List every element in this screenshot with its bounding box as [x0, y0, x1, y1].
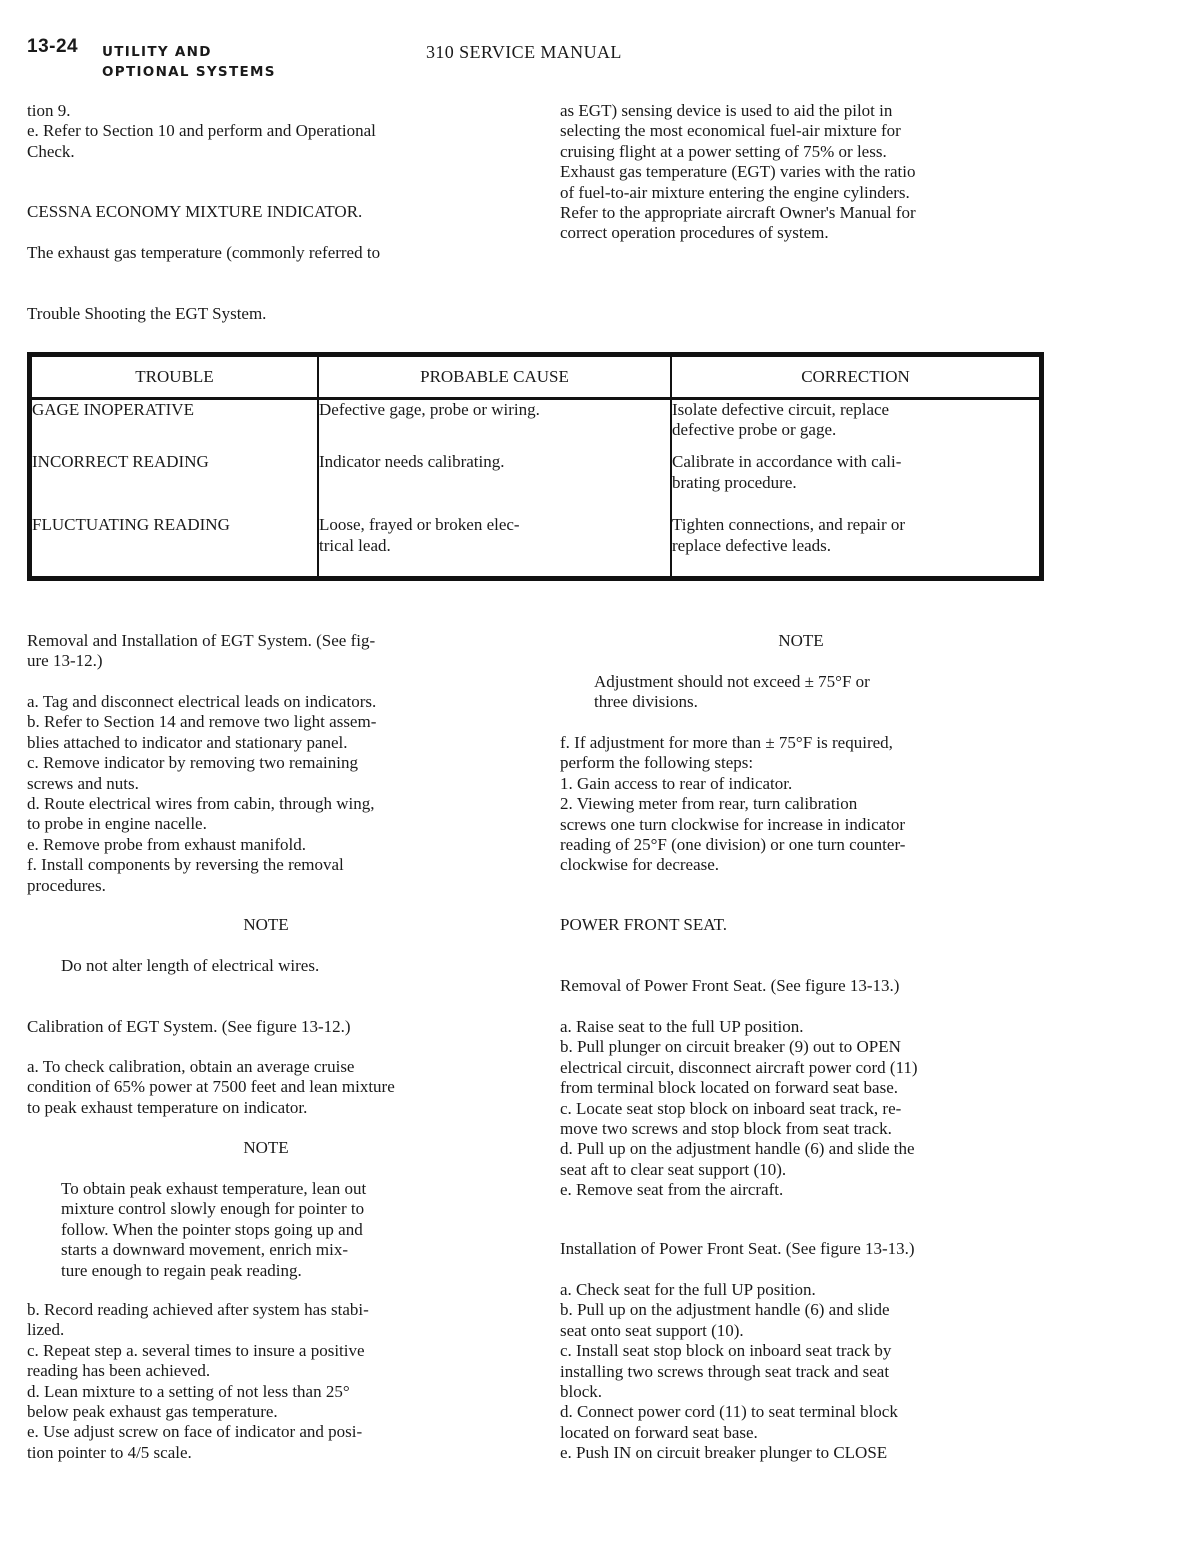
trouble-shooting-table [27, 352, 1044, 581]
correction-line: replace defective leads. [672, 535, 832, 555]
text-line: correct operation procedures of system. [560, 223, 829, 243]
step-line: screws one turn clockwise for increase in indicator [560, 814, 906, 834]
correction-cell [671, 398, 1042, 452]
note-label: NOTE [778, 631, 824, 650]
table-row [30, 515, 1042, 578]
power-seat-install-steps [560, 1280, 898, 1464]
note-line: follow. When the pointer stops going up and [61, 1219, 363, 1239]
step-line: move two screws and stop block from seat track. [560, 1119, 892, 1139]
note-text: Do not alter length of electrical wires. [61, 956, 320, 975]
cause-cell [318, 398, 671, 452]
text-line: Exhaust gas temperature (EGT) varies with the ratio [560, 162, 916, 182]
text-line: Removal and Installation of EGT System. (See fig- [27, 631, 376, 650]
section-title-line: OPTIONAL SYSTEMS [102, 64, 276, 80]
note-label: NOTE [243, 915, 289, 934]
calibration-note-text [61, 1179, 366, 1281]
step-line: c. Install seat stop block on inboard seat track by [560, 1341, 892, 1361]
step-line: seat onto seat support (10). [560, 1320, 744, 1340]
note-line: To obtain peak exhaust temperature, lean out [61, 1179, 367, 1198]
step-line: e. Push IN on circuit breaker plunger to CLOSE [560, 1443, 888, 1463]
top-right-text [560, 101, 916, 244]
text-line: of fuel-to-air mixture entering the engine cylinders. [560, 182, 910, 202]
table-row [30, 398, 1042, 452]
step-line: reading has been achieved. [27, 1361, 211, 1381]
cause-line: Indicator needs calibrating. [319, 452, 505, 472]
step-line: below peak exhaust gas temperature. [27, 1402, 278, 1422]
step-line: e. Remove seat from the aircraft. [560, 1180, 784, 1200]
trouble-cell: FLUCTUATING READING [30, 515, 319, 578]
text-line: tion 9. [27, 101, 71, 120]
top-left-text [27, 101, 376, 162]
step-line: seat aft to clear seat support (10). [560, 1159, 787, 1179]
note-label: NOTE [243, 1138, 289, 1157]
text-line: selecting the most economical fuel-air mixture for [560, 121, 901, 141]
text-line: e. Refer to Section 10 and perform and Operational [27, 121, 376, 141]
step-line: d. Route electrical wires from cabin, through wing, [27, 794, 375, 814]
step-line: procedures. [27, 875, 106, 895]
table-header-row [30, 355, 1042, 399]
step-line: screws and nuts. [27, 773, 139, 793]
step-line: d. Pull up on the adjustment handle (6) and slide the [560, 1139, 915, 1159]
step-line: c. Remove indicator by removing two remaining [27, 753, 358, 773]
egt-heading: CESSNA ECONOMY MIXTURE INDICATOR. [27, 202, 363, 221]
correction-line: Isolate defective circuit, replace [672, 399, 890, 419]
cause-cell [318, 515, 671, 578]
removal-egt-title [27, 631, 375, 672]
cause-line: trical lead. [319, 535, 391, 555]
step-line: f. Install components by reversing the removal [27, 855, 344, 875]
note-line: ture enough to regain peak reading. [61, 1260, 302, 1280]
trouble-cell: GAGE INOPERATIVE [30, 398, 319, 452]
adjustment-steps [560, 733, 905, 876]
step-line: lized. [27, 1320, 65, 1340]
removal-egt-steps [27, 692, 376, 896]
step-line: a. To check calibration, obtain an average cruise [27, 1057, 355, 1076]
step-line: a. Tag and disconnect electrical leads on indicators. [27, 692, 377, 711]
step-line: tion pointer to 4/5 scale. [27, 1442, 192, 1462]
step-line: blies attached to indicator and stationary panel. [27, 732, 348, 752]
step-line: e. Remove probe from exhaust manifold. [27, 834, 307, 854]
calibration-step-a [27, 1057, 395, 1118]
text-line: cruising flight at a power setting of 75% or less. [560, 141, 887, 161]
step-line: a. Raise seat to the full UP position. [560, 1017, 804, 1036]
correction-line: Calibrate in accordance with cali- [672, 452, 902, 472]
power-seat-removal-steps [560, 1017, 918, 1201]
manual-title: 310 SERVICE MANUAL [426, 42, 622, 62]
power-seat-heading: POWER FRONT SEAT. [560, 915, 728, 934]
step-line: c. Locate seat stop block on inboard seat track, re- [560, 1098, 902, 1118]
note-line: Adjustment should not exceed ± 75°F or [594, 672, 870, 691]
step-line: reading of 25°F (one division) or one turn counter- [560, 835, 906, 855]
table-row [30, 452, 1042, 515]
text-line: Check. [27, 141, 75, 161]
step-line: condition of 65% power at 7500 feet and lean mixture [27, 1077, 395, 1097]
correction-line: Tighten connections, and repair or [672, 515, 906, 535]
step-line: d. Connect power cord (11) to seat terminal block [560, 1402, 898, 1422]
text-line: as EGT) sensing device is used to aid the pilot in [560, 101, 893, 120]
step-line: e. Use adjust screw on face of indicator and posi- [27, 1422, 363, 1442]
cause-line: Defective gage, probe or wiring. [319, 399, 540, 419]
step-line: perform the following steps: [560, 753, 754, 773]
step-line: b. Pull up on the adjustment handle (6) and slide [560, 1300, 890, 1320]
note-line: starts a downward movement, enrich mix- [61, 1240, 349, 1260]
header-trouble: TROUBLE [30, 355, 319, 399]
note-line: three divisions. [594, 692, 698, 712]
text-line: ure 13-12.) [27, 651, 103, 671]
correction-cell [671, 515, 1042, 578]
page-number: 13-24 [27, 36, 79, 57]
calibration-steps [27, 1300, 369, 1463]
calibration-title: Calibration of EGT System. (See figure 13-12.) [27, 1017, 351, 1036]
adjustment-note-text [594, 672, 870, 713]
trouble-cell: INCORRECT READING [30, 452, 319, 515]
step-line: to probe in engine nacelle. [27, 814, 207, 834]
header-probable-cause: PROBABLE CAUSE [318, 355, 671, 399]
cause-line: Loose, frayed or broken elec- [319, 515, 520, 535]
cause-cell [318, 452, 671, 515]
power-seat-install-title: Installation of Power Front Seat. (See figure 13-13.) [560, 1239, 915, 1258]
step-line: installing two screws through seat track and seat [560, 1361, 890, 1381]
step-line: f. If adjustment for more than ± 75°F is required, [560, 733, 893, 752]
step-line: located on forward seat base. [560, 1422, 758, 1442]
correction-cell [671, 452, 1042, 515]
note-line: mixture control slowly enough for pointer to [61, 1199, 365, 1219]
step-line: 1. Gain access to rear of indicator. [560, 773, 793, 793]
step-line: clockwise for decrease. [560, 855, 720, 875]
step-line: d. Lean mixture to a setting of not less than 25° [27, 1381, 350, 1401]
section-title-line: UTILITY AND [102, 44, 212, 60]
step-line: b. Refer to Section 14 and remove two light assem- [27, 712, 377, 732]
egt-intro: The exhaust gas temperature (commonly referred to [27, 243, 381, 262]
header-correction: CORRECTION [671, 355, 1042, 399]
step-line: 2. Viewing meter from rear, turn calibration [560, 794, 858, 814]
step-line: to peak exhaust temperature on indicator. [27, 1097, 308, 1117]
correction-line: defective probe or gage. [672, 420, 837, 440]
step-line: a. Check seat for the full UP position. [560, 1280, 816, 1299]
step-line: from terminal block located on forward seat base. [560, 1078, 898, 1098]
step-line: block. [560, 1382, 603, 1402]
step-line: b. Record reading achieved after system has stabi- [27, 1300, 369, 1319]
power-seat-removal-title: Removal of Power Front Seat. (See figure 13-13.) [560, 976, 900, 995]
step-line: b. Pull plunger on circuit breaker (9) out to OPEN [560, 1037, 901, 1057]
table-title: Trouble Shooting the EGT System. [27, 304, 267, 323]
correction-line: brating procedure. [672, 472, 797, 492]
step-line: electrical circuit, disconnect aircraft power cord (11) [560, 1057, 918, 1077]
text-line: Refer to the appropriate aircraft Owner's Manual for [560, 203, 916, 223]
section-title [102, 42, 276, 82]
step-line: c. Repeat step a. several times to insure a positive [27, 1340, 365, 1360]
